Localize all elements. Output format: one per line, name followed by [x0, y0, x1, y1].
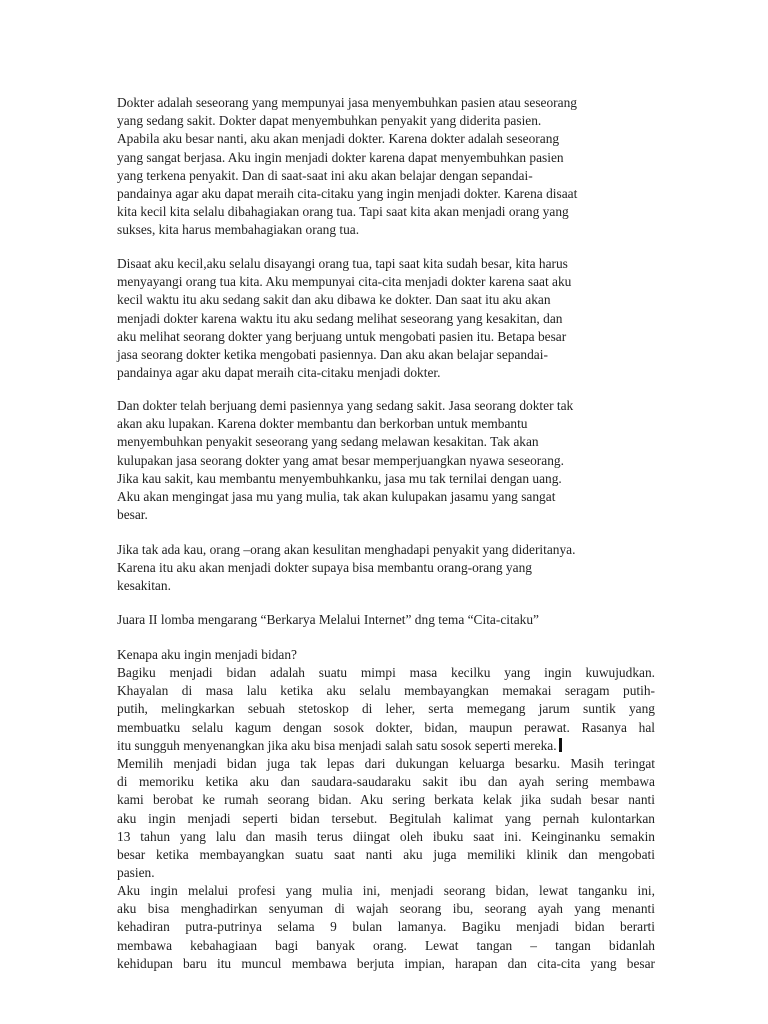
- text-line: aku ingin menjadi seperti bidan tersebut. Begitulah kalimat yang pernah kulontarkan: [117, 810, 655, 826]
- text-line: yang sangat berjasa. Aku ingin menjadi dokter karena dapat menyembuhkan pasien: [117, 149, 564, 165]
- text-line: Apabila aku besar nanti, aku akan menjadi dokter. Karena dokter adalah seseorang: [117, 131, 560, 147]
- text-line: aku melihat seorang dokter yang berjuang untuk mengobati pasien itu. Betapa besar: [117, 328, 567, 344]
- essay-title: [117, 646, 655, 664]
- text-line: pandainya agar aku dapat meraih cita-citaku menjadi dokter.: [117, 365, 441, 381]
- paragraph-childhood: [117, 255, 655, 382]
- text-line: kesakitan.: [117, 578, 171, 594]
- title-text: Kenapa aku ingin menjadi bidan?: [117, 647, 297, 662]
- text-cursor: [559, 738, 562, 752]
- text-line: menyayangi orang tua kita. Aku mempunyai cita-cita menjadi dokter karena saat aku: [117, 274, 572, 290]
- text-line: 13 tahun yang lalu dan masih terus diingat oleh ibuku saat ini. Keinginanku semakin: [117, 828, 655, 844]
- text-line: Dan dokter telah berjuang demi pasiennya yang sedang sakit. Jasa seorang dokter tak: [117, 398, 574, 413]
- text-line: yang terkena penyakit. Dan di saat-saat ini aku akan belajar dengan sepandai-: [117, 167, 533, 183]
- text-line: Khayalan di masa lalu ketika aku selalu membayangkan memakai seragam putih-: [117, 683, 655, 699]
- text-line: [117, 737, 655, 755]
- text-line: membawa kebahagiaan bagi banyak orang. Lewat tangan – tangan bidanlah: [117, 937, 655, 953]
- text-line: Jika kau sakit, kau membantu menyembuhkanku, jasa mu tak ternilai dengan uang.: [117, 470, 562, 486]
- text-line-content: itu sungguh menyenangkan jika aku bisa menjadi salah satu sosok seperti mereka.: [117, 737, 557, 753]
- text-line: Karena itu aku akan menjadi dokter supaya bisa membantu orang-orang yang: [117, 560, 532, 576]
- paragraph-doctor-intro: [117, 94, 655, 240]
- paragraph-midwife-dream: [117, 664, 655, 755]
- text-line: Dokter adalah seseorang yang mempunyai jasa menyembuhkan pasien atau seseorang: [117, 95, 577, 110]
- text-line: kita kecil kita selalu dibahagiakan orang tua. Tapi saat kita akan menjadi orang yang: [117, 204, 569, 220]
- text-line: Jika tak ada kau, orang –orang akan kesulitan menghadapi penyakit yang dideritanya.: [117, 542, 576, 557]
- heading-text: Juara II lomba mengarang “Berkarya Melalui Internet” dng tema “Cita-citaku”: [117, 612, 539, 627]
- text-line: besar ketika membayangkan suatu saat nanti aku juga memiliki klinik dan mengobati: [117, 847, 655, 863]
- text-line: jasa seorang dokter ketika mengobati pasiennya. Dan aku akan belajar sepandai-: [117, 347, 548, 363]
- paragraph-family-support: [117, 755, 655, 882]
- text-line: pasien.: [117, 865, 155, 881]
- text-line: di memoriku ketika aku dan saudara-saudaraku sakit ibu dan ayah sering membawa: [117, 774, 655, 790]
- text-line: Memilih menjadi bidan juga tak lepas dari dukungan keluarga besarku. Masih teringat: [117, 756, 655, 771]
- text-line: Bagiku menjadi bidan adalah suatu mimpi masa kecilku yang ingin kuwujudkan.: [117, 665, 655, 680]
- text-line: Aku ingin melalui profesi yang mulia ini, menjadi seorang bidan, lewat tanganku ini,: [117, 883, 655, 898]
- paragraph-noble-profession: [117, 882, 655, 973]
- text-line: sukses, kita harus membahagiakan orang tua.: [117, 222, 360, 238]
- text-line: kehadiran putra-putrinya selama 9 bulan lamanya. Bagiku menjadi bidan berarti: [117, 919, 655, 935]
- contest-heading: [117, 611, 655, 629]
- paragraph-conclusion: [117, 541, 655, 596]
- text-line: pandainya agar aku dapat meraih cita-citaku yang ingin menjadi dokter. Karena disaat: [117, 186, 578, 202]
- text-line: aku bisa menghadirkan senyuman di wajah seorang ibu, seorang ayah yang menanti: [117, 901, 655, 917]
- text-line: besar.: [117, 507, 148, 523]
- text-line: menyembuhkan penyakit seseorang yang sedang melawan kesakitan. Tak akan: [117, 434, 539, 450]
- paragraph-doctor-struggle: [117, 397, 655, 524]
- text-line: kecil waktu itu aku sedang sakit dan aku dibawa ke dokter. Dan saat itu aku akan: [117, 292, 551, 308]
- text-line: kehidupan baru itu muncul membawa berjuta impian, harapan dan cita-cita yang besar: [117, 955, 655, 971]
- text-line: putih, melingkarkan sebuah stetoskop di leher, serta memegang jarum suntik yang: [117, 701, 655, 717]
- text-line: menjadi dokter karena waktu itu aku sedang melihat seseorang yang kesakitan, dan: [117, 310, 563, 326]
- text-line: kami berobat ke rumah seorang bidan. Aku sering berkata kelak jika sudah besar nanti: [117, 792, 655, 808]
- text-line: yang sedang sakit. Dokter dapat menyembuhkan penyakit yang diderita pasien.: [117, 113, 542, 129]
- text-line: kulupakan jasa seorang dokter yang amat besar memperjuangkan nyawa seseorang.: [117, 452, 564, 468]
- text-line: akan aku lupakan. Karena dokter membantu dan berkorban untuk membantu: [117, 416, 528, 432]
- text-line: Disaat aku kecil,aku selalu disayangi orang tua, tapi saat kita sudah besar, kita harus: [117, 256, 568, 271]
- text-line: Aku akan mengingat jasa mu yang mulia, tak akan kulupakan jasamu yang sangat: [117, 489, 556, 505]
- text-line: membuatku selalu kagum dengan sosok dokter, bidan, maupun perawat. Rasanya hal: [117, 719, 655, 735]
